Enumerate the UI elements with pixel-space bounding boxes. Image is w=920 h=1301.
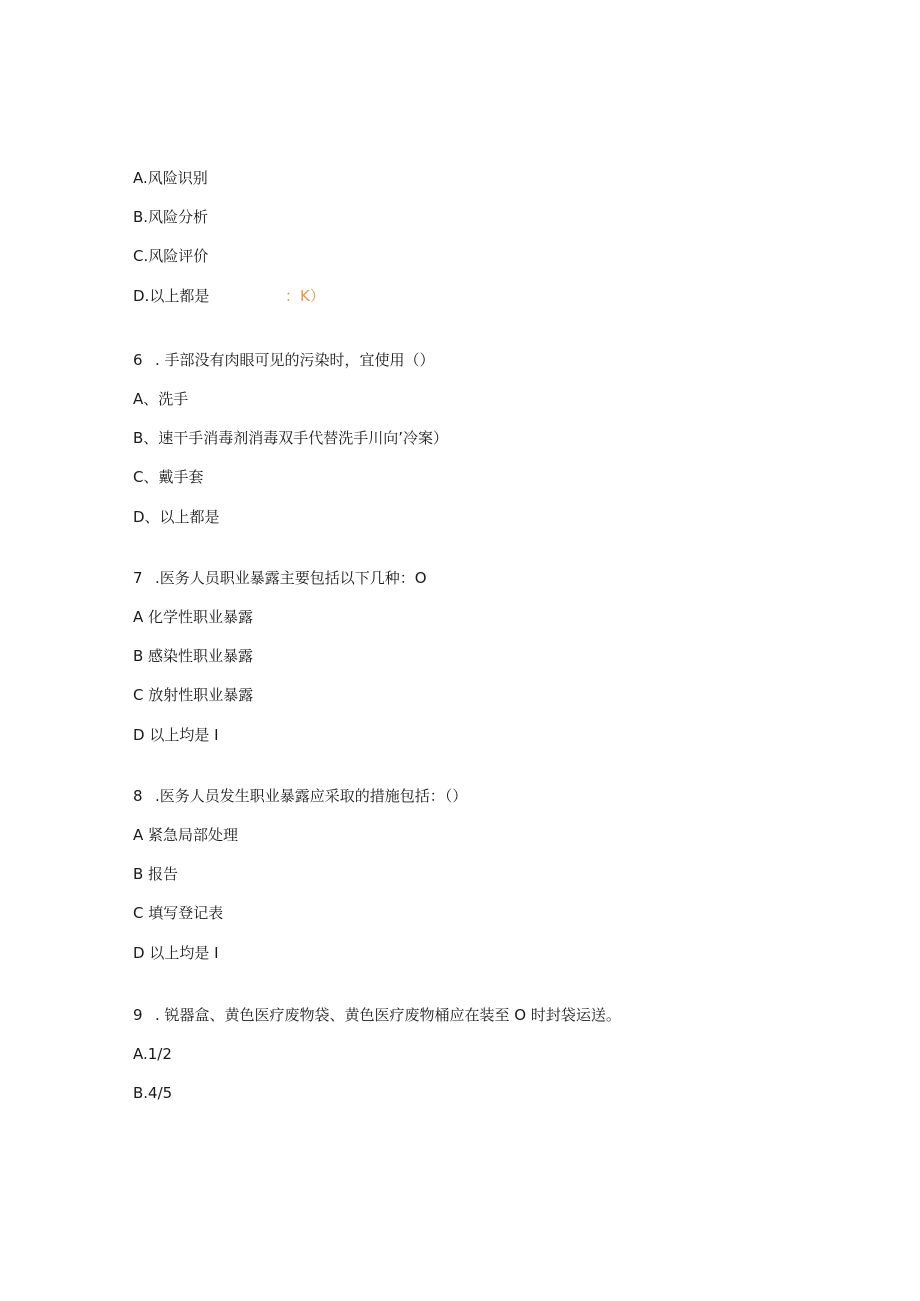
question-text: . 手部没有肉眼可见的污染时，宜使用（） — [155, 351, 435, 369]
q8-option-b: B 报告 — [133, 865, 179, 883]
question-9 — [133, 1005, 621, 1025]
q6-option-b: B、速干手消毒剂消毒双手代替洗手川向’冷案） — [133, 429, 449, 447]
option-c: C.风险评价 — [133, 247, 209, 265]
q7-option-c: C 放射性职业暴露 — [133, 686, 254, 704]
q7-option-a: A 化学性职业暴露 — [133, 608, 254, 626]
option-a: A.风险识别 — [133, 169, 208, 187]
q7-option-d: D 以上均是 I — [133, 726, 219, 744]
question-7 — [133, 568, 427, 588]
q7-option-b: B 感染性职业暴露 — [133, 647, 254, 665]
q9-option-b: B.4/5 — [133, 1084, 173, 1102]
option-b: B.风险分析 — [133, 208, 209, 226]
answer-annotation: ：K） — [285, 287, 325, 305]
q6-option-a: A、洗手 — [133, 390, 189, 408]
q9-option-a: A.1/2 — [133, 1045, 172, 1063]
q8-option-a: A 紧急局部处理 — [133, 826, 239, 844]
question-text: .医务人员发生职业暴露应采取的措施包括：（） — [155, 787, 468, 805]
question-8 — [133, 786, 467, 806]
question-number: 7 — [133, 569, 143, 587]
question-number: 9 — [133, 1006, 143, 1024]
question-text: . 锐器盒、黄色医疗废物袋、黄色医疗废物桶应在装至 O 时封袋运送。 — [155, 1006, 621, 1024]
question-text: .医务人员职业暴露主要包括以下几种：O — [155, 569, 427, 587]
question-number: 6 — [133, 351, 143, 369]
q8-option-c: C 填写登记表 — [133, 904, 224, 922]
q8-option-d: D 以上均是 I — [133, 944, 219, 962]
q6-option-d: D、以上都是 — [133, 508, 220, 526]
question-6 — [133, 350, 435, 370]
option-d: D.以上都是 — [133, 287, 210, 305]
question-number: 8 — [133, 787, 143, 805]
q6-option-c: C、戴手套 — [133, 468, 204, 486]
